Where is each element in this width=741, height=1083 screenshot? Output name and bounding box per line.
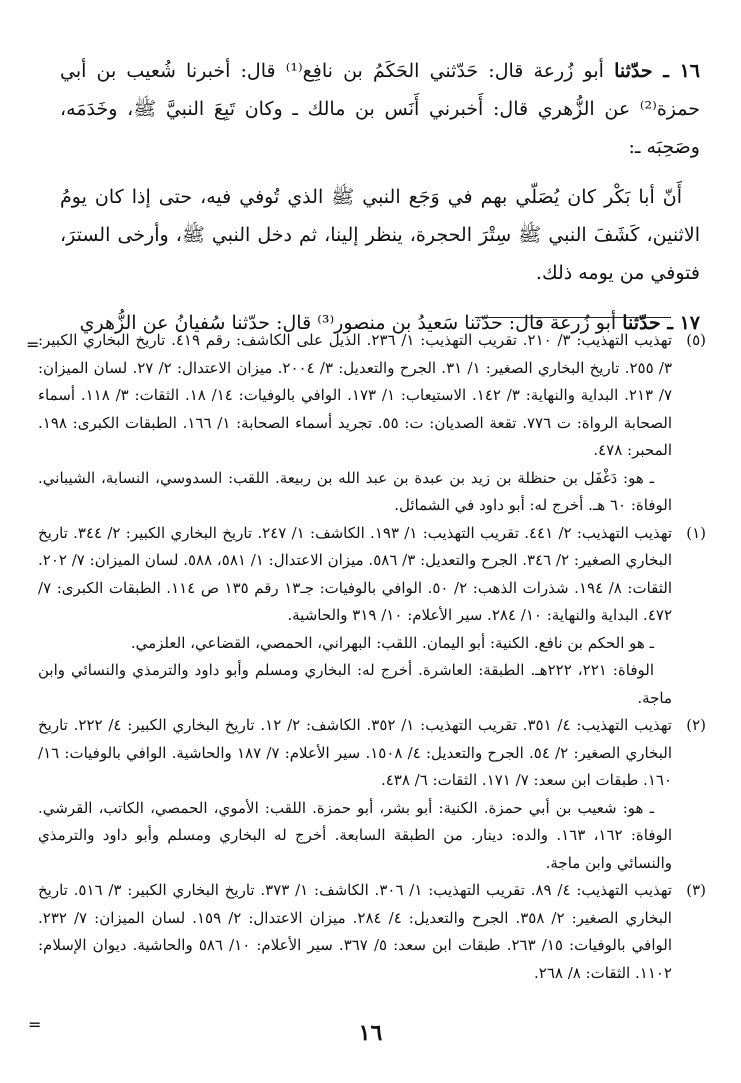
footnote-refs: تهذيب التهذيب: ٣/ ٢١٠. تقريب التهذيب: ١/ ٢٣٦. الذيل على الكاشف: رقم ٤١٩. تاريخ البخاري الكبير: ٣/ ٢٥٥. تاريخ البخاري الصغير: ١/ ٣١. الجرح والتعديل: ٣/ ٢٠٠٤. ميزان الاعتدال: ٢/ ٢٧. لسان الميزان: ٧/ ٢١٣. البداية والنهاية: ٣/ ١٤٢. الاستيعاب: ١/ ١٧٣. الوافي بالوفيات: ١٤/ ١٨. الثقات: ٣/ ١١٨. أسماء الصحابة الرواة: ت ٧٧٦. تقعة الصديان: ت: ٥٥. تجريد أسماء الصحابة: ١/ ١٦٦. الطبقات الكبرى: ١٩٨. المحبر: ٤٧٨. (38, 331, 673, 459)
footnote-number: (٥) (686, 331, 706, 349)
footnotes (38, 327, 706, 987)
footnote-number: (١) (686, 523, 706, 542)
footnote-bio: الوفاة: ٢٢١، ٢٢٢هـ. الطبقة: العاشرة. أخرج له: البخاري ومسلم وأبو داود والترمذي والنسائي وابن ماجة. (38, 661, 672, 707)
footnote-1 (38, 520, 706, 630)
footnote-number: (٢) (686, 716, 706, 734)
footnote-refs: تهذيب التهذيب: ٤/ ٨٩. تقريب التهذيب: ١/ ٣٠٦. الكاشف: ١/ ٣٧٣. تاريخ البخاري الكبير: ٣/ ٥١٦. تاريخ البخاري الصغير: ٢/ ٣٥٨. الجرح والتعديل: ٤/ ٢٨٤. ميزان الاعتدال: ٢/ ١٥٩. لسان الميزان: ٧/ ٢٣٢. الوافي بالوفيات: ١٥/ ٢٦٣. طبقات ابن سعد: ٥/ ٣٦٧. سير الأعلام: ١٠/ ٥٨٦ والحاشية. ديوان الإسلام: ١١٠٢. الثقات: ٨/ ٢٦٨. (38, 881, 672, 982)
footnote-2 (38, 712, 706, 795)
hadith-16-heading: ١٦ ـ حدّثنا (614, 60, 701, 82)
footnote-number: (٣) (686, 881, 706, 899)
continuation-mark-end: = (28, 1015, 42, 1034)
hadith-17-chain: أبو زُرعة قال: حدّثنا سَعيدُ بن منصور⁽³⁾ قال: حدّثنا سُفيانُ عن الزُّهري (79, 312, 617, 334)
footnote-bio: ـ هو الحكم بن نافع. الكنية: أبو اليمان. اللقب: البهراني، الحمصي، القضاعي، العلزمي. (130, 633, 654, 652)
footnote-refs: تهذيب التهذيب: ٤/ ٣٥١. تقريب التهذيب: ١/ ٣٥٢. الكاشف: ٢/ ١٢. تاريخ البخاري الكبير: ٤/ ٢٢٢. تاريخ البخاري الصغير: ٢/ ٥٤. الجرح والتعديل: ٤/ ١٥٠٨. سير الأعلام: ٧/ ١٨٧ والحاشية. الوافي بالوفيات: ١٦/ ١٦٠. طبقات ابن سعد: ٧/ ١٧١. الثقات: ٦/ ٤٣٨. (38, 716, 672, 789)
hadith-16-chain: أبو زُرعة قال: حَدّثني الحَكَمُ بن نافِع⁽¹⁾ قال: أخبرنا شُعيب بن أبي حمزة⁽²⁾ عن الزُّهري قال: أَخبرني أَنَس بن مالك ـ وكان تَبِعَ النبيَّ ﷺ، وخَدَمَه، وصَحِبَه ـ: (60, 60, 700, 158)
footnote-3 (38, 877, 706, 987)
hadith-16 (60, 52, 700, 166)
footnote-bio: ـ هو: دَغْفَل بن حنظلة بن زيد بن عبدة بن عبد الله بن ربيعة. اللقب: السدوسي، النسابة، الشيباني. الوفاة: ٦٠ هـ. أخرج له: أبو داود في الشمائل. (38, 468, 672, 514)
hadith-16-matn: أَنّ أبا بَكْر كان يُصَلّي بهم في وَجَع النبي ﷺ الذي تُوفي فيه، حتى إذا كان يومُ الاثنين، كَشَفَ النبي ﷺ سِتْرَ الحجرة، ينظر إلينا، ثم دخل النبي ﷺ، وأرخى السترَ، فتوفي من يومه ذلك. (60, 186, 700, 284)
main-text (60, 52, 700, 342)
page-number: ١٦ (358, 1020, 383, 1046)
footnote-separator (475, 317, 671, 318)
footnote-bio: ـ هو: شعيب بن أبي حمزة. الكنية: أبو بشر، أبو حمزة. اللقب: الأموي، الحمصي، الكاتب، القرشي. الوفاة: ١٦٢، ١٦٣. والده: دينار. من الطبقة السابعة. أخرج له البخاري ومسلم وأبو داود والترمذي والنسائي وابن ماجة. (38, 798, 672, 872)
hadith-17-heading: ١٧ ـ حدّثنا (622, 312, 700, 334)
continuation-mark: = (26, 335, 40, 354)
footnote-refs: تهذيب التهذيب: ٢/ ٤٤١. تقريب التهذيب: ١/ ١٩٣. الكاشف: ١/ ٢٤٧. تاريخ البخاري الكبير: ٢/ ٣٤٤. تاريخ البخاري الصغير: ٢/ ٣٤٦. الجرح والتعديل: ٣/ ٥٨٦. ميزان الاعتدال: ١/ ٥٨١، ٥٨٨. لسان الميزان: ٧/ ٢٠٢. الثقات: ٨/ ١٩٤. شذرات الذهب: ٢/ ٥٠. الوافي بالوفيات: جـ١٣ رقم ١٣٥ ص ١١٤. الطبقات الكبرى: ٧/ ٤٧٢. البداية والنهاية: ١٠/ ٢٨٤. سير الأعلام: ١٠/ ٣١٩ والحاشية. (38, 523, 673, 624)
footnote-5 (38, 327, 706, 465)
